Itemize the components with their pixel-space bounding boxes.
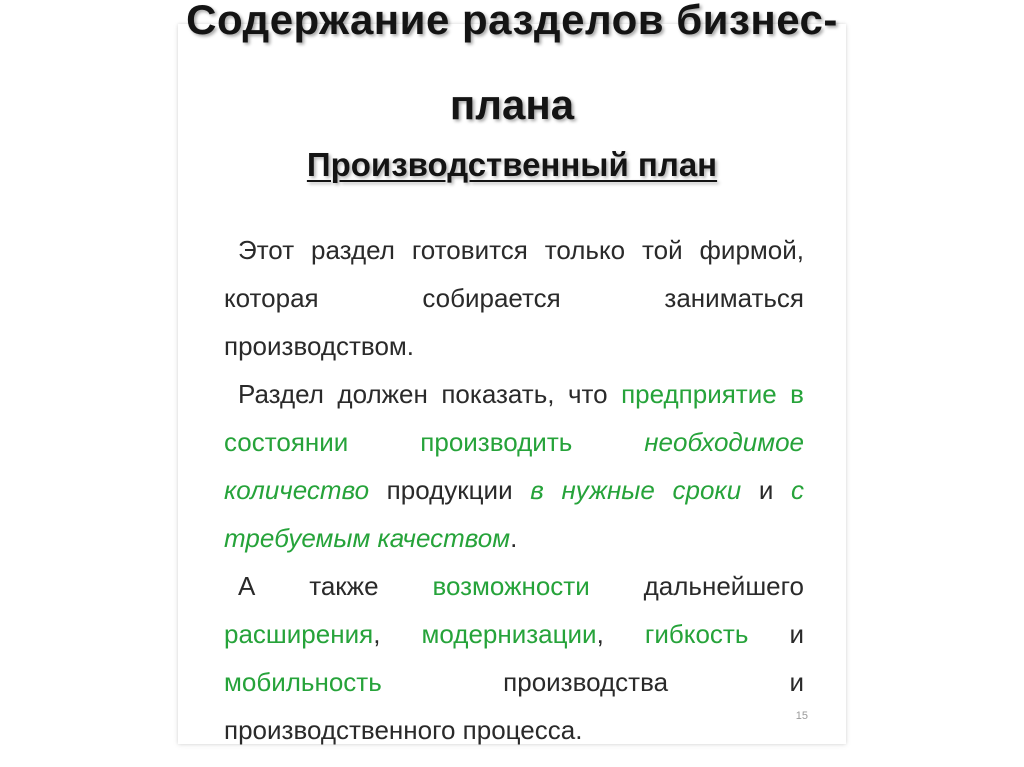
highlight-text: гибкость xyxy=(644,619,749,649)
text-span: А также xyxy=(238,571,433,601)
highlight-text: возможности xyxy=(432,571,590,601)
highlight-text: мобильность xyxy=(224,667,382,697)
text-span: Раздел должен показать, что xyxy=(238,379,622,409)
page-number: 15 xyxy=(795,710,808,722)
highlight-text: предприятие в состоянии производить xyxy=(224,379,804,457)
paragraph-intro: Этот раздел готовится только той фирмой, которая собирается заниматься производством. xyxy=(224,235,804,361)
slide-subtitle: Производственный план xyxy=(306,146,718,183)
highlight-text: модернизации xyxy=(421,619,597,649)
slide-body xyxy=(224,226,804,754)
text-span: продукции xyxy=(369,475,531,505)
slide-title-line2: плана xyxy=(449,81,575,128)
highlight-italic-text: в нужные сроки xyxy=(530,475,742,505)
highlight-italic-text: необходимое количество xyxy=(224,427,804,505)
text-span: дальнейшего xyxy=(589,571,805,601)
paragraph-extension xyxy=(224,562,804,754)
text-span xyxy=(572,427,644,457)
slide-title-line1: Содержание разделов бизнес- xyxy=(186,0,838,43)
paragraph-purpose xyxy=(224,370,804,562)
text-span: и xyxy=(748,619,805,649)
slide xyxy=(178,0,846,745)
text-span: и xyxy=(741,475,791,505)
highlight-italic-text: с требуемым качеством xyxy=(224,475,804,553)
text-span: производства и производственного процесса. xyxy=(224,667,804,745)
highlight-text: расширения xyxy=(224,619,374,649)
text-span: . xyxy=(510,523,518,553)
text-span: , xyxy=(596,619,645,649)
text-span: , xyxy=(373,619,422,649)
